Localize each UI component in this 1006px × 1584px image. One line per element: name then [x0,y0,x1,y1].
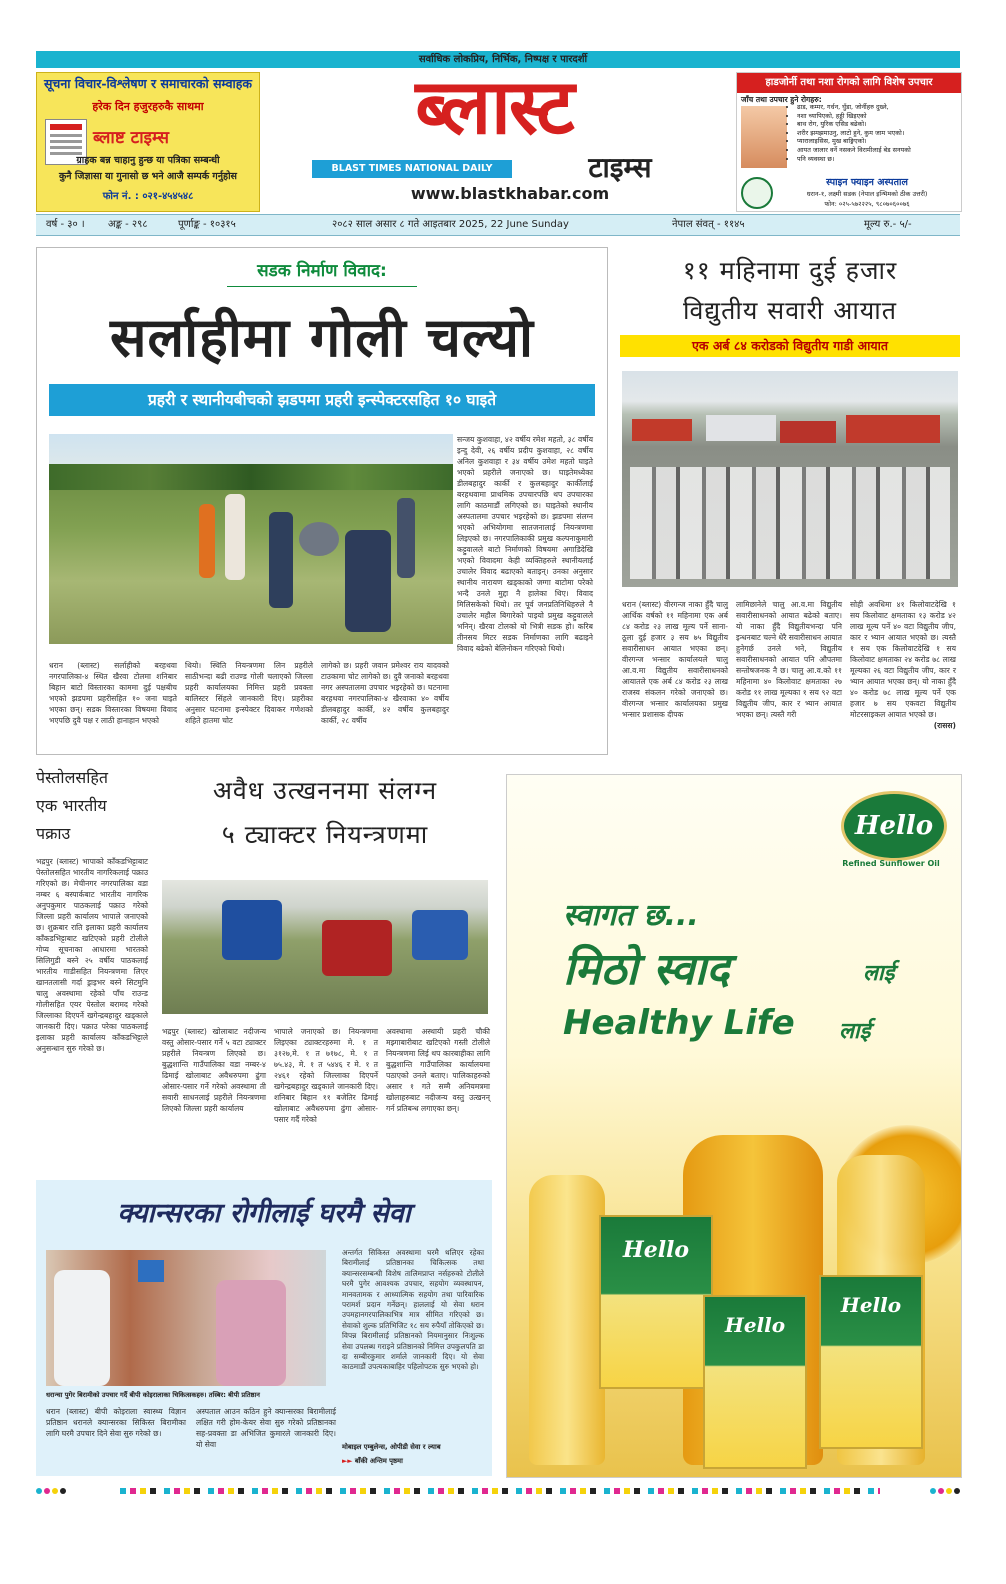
hello-tagline-3-suffix: लाई [839,1019,871,1044]
registration-mark [52,1488,58,1494]
logo-sub-text: टाइम्स [588,151,652,184]
cancer-story-col1: धरान (ब्लास्ट) बीपी कोइराला स्वास्थ्य विज्ञान प्रतिष्ठान धरानले क्यान्सरका सिकिस्त बिरामीका लागि घरमै उपचार दिने सेवा सुरु गरेको छ। [46,1407,186,1438]
kicker-underline [227,286,417,287]
hello-brand-logo [841,791,947,861]
pouch-brand-label: Hello [622,1237,690,1263]
lead-story [36,247,608,755]
registration-mark [44,1488,50,1494]
logo-main-text: ब्लास्ट [415,62,573,151]
volume-number: वर्ष - ३० । [46,219,85,230]
oil-pouch-center [703,1295,807,1469]
ev-story-headline-2: विद्युतीय सवारी आयात [683,296,897,325]
subscription-ad-phone: फोन नं. : ०२१-४५४५४८ [102,191,194,202]
tractor-story-col3: अवस्थामा अस्थायी प्रहरी चौकी मझ्गाबारीबाट खटिएको गस्ती टोलीले नियन्त्रणमा लिई थप कारबाहीका लागि बुद्धशान्ति गाउँपालिका कार्यालयमा पठाएको उनले बताए। पालिकाहरुको असार १ गते सम्मै अनियमत्रमा खोलाहरुबाट नदीजन्य वस्तु उत्खनन् गर्न प्रतिबन्ध लगाएका छन्। [386,1027,490,1113]
subscription-ad-brand: ब्लाष्ट टाइम्स [93,128,170,148]
figure-police-1 [269,512,293,608]
ev-story-col3: सोही अवधिमा ४१ किलोवाटदेखि १ सय किलोवाट क्षमताका १३ करोड ४२ लाख मूल्य पर्ने ४० वटा विद्युतीय जीप, कार र भ्यान आयात भएको छ। त्यस्तै १ सय एक किलोवाटदेखि १ सय किलोवाट क्षमताका २४ करोड ७८ लाख मूल्यका २६ वटा विद्युतीय जीप, कार र भ्यान आयात भएका छन्। यो नाका हुँदै ४० करोड ७८ लाख मूल्य पर्ने एक हजार ७ सय एकवटा विद्युतीय मोटरसाइकल आयात भएको छ। [850,600,956,719]
cancer-story-photo [46,1250,326,1386]
lead-story-col3: लागेको छ। प्रहरी जवान प्रमेश्वर राय यादवको टाउकामा चोट लागेको छ। दुवै जनाको बरहथवा नगर अस्पतालमा उपचार भइरहेको छ। घटनामा बरहथवा नगरपालिका-४ खैरवाका ४० वर्षीय डीलबहादुर कार्की, ४२ वर्षीय कुलबहादुर कार्की, २८ वर्षीय [321,661,449,725]
masthead-tagline: सर्वाधिक लोकप्रिय, निर्भिक, निष्पक्ष र पारदर्शी [418,54,588,65]
ev-story-photo [622,371,958,587]
pistol-story-body: भद्रपुर (ब्लास्ट) भापाको काँकडभिट्टाबाट पेस्तोलसहित भारतीय नागरिकलाई पक्राउ गरिएको छ। मेचीनगर नगरपालिका वडा नम्बर ६ बस्पार्कबाट भारतीय नागरिक अनुपकुमार पाठकलाई पक्राउ गरेको जिल्ला प्रहरी कार्यालय भापाले जनाएको छ। शुक्रबार राति इलाका प्रहरी कार्यालय काँकडभिट्टाबाट खटिएको प्रहरी टोलीले गोप्य सूचनाका आधारमा भारतको सिलिगुडी बस्ने २५ वर्षीय पाठकलाई भारतीय गाडीसहित नियन्त्रणमा लिएर खानतलासी गर्दा ड्राइभर बस्ने सिटमुनि चालु अवस्थामा रहेको पाँच राउन्ड गोलीसहित एयर पेस्तोल बरामद गरेको जिल्लाका दिएपर्ने खगेन्द्रबहादुर खड्काले जानकारी दिए। पक्राउ परेका पाठकलाई इलाका प्रहरी कार्यालय काँकडभिट्टाले अनुसन्धान सुरु गरेको छ। [36,857,148,1053]
continued-label: बाँकी अन्तिम पृष्ठमा [354,1457,403,1465]
lead-story-col4: सन्जय कुशवाहा, ४२ वर्षीय रमेश महतो, ३८ वर्षीय इन्दु देवी, २६ वर्षीय प्रदीप कुशवाहा, २८ वर्षीय अनिल कुशवाहा र ३४ वर्षीय उमेश महतो घाइते भएको प्रहरीले जनाएको छ। घाइतेमध्येका डीलबहादुर कार्की र कुलबहादुर कार्कीलाई बरहथवामा प्राथमिक उपचारपछि थप उपचारका लागि काठमाडौं लगिएको छ। घाइतेको स्थानीय अस्पतालमा उपचार भइरहेको छ। झडपमा संलग्न भएको अभियोगमा सातजनालाई नियन्त्रणमा लिइएको छ। नगरपालिकाकी प्रमुख कल्पनाकुमारी कट्टुवालले बाटो निर्माणको विषयमा अगाडिदेखि भएको विवादमा केही व्यक्तिहरुले स्थानीयलाई उचालेर विवाद बढाएको बताइन्। उनका अनुसार स्थानीय नारायण खड्काको जग्गा बाटोमा परेको भन्दै उनले मुद्दा नै हालेका थिए। विवाद मिलिसकेको थियो। तर पूर्व जनप्रतिनिधिहरुले नै उचालेर महौल बिगारेको पाइयो प्रमुख कट्टुवालले भनिन्। खैरवा टोलको यो भित्री सडक हो। करिब तीनसय मिटर सडक निर्माणका लागि बढाइने विवाद बढेको बेलिनोकन गरिएको थियो। [457,435,593,653]
subscription-ad-line3: ग्राहक बन्न चाहानु हुन्छ या पत्रिका सम्बन्धी [76,155,220,166]
figure-police-3 [397,498,415,578]
hospital-name: स्पाइन फ्याइन अस्पताल [826,177,908,188]
english-name-band [312,160,512,178]
ev-story-col1: धरान (ब्लास्ट) वीरगन्ज नाका हुँदै चालु आर्थिक वर्षको ११ महिनामा एक अर्ब ८४ करोड २३ लाख मूल्य पर्ने साना-ठूला दुई हजार ३ सय ७५ विद्युतीय सवारीसाधन आयात भएका छन्। वीरगन्ज भन्सार कार्यालयले चालु आ.व.मा विद्युतीय सवारीसाधनको आयातले एक अर्ब ८४ करोड २३ लाख राजस्व संकलन गरेको जनाएको छ। वीरगन्ज भन्सार कार्यालयका प्रमुख भन्सार प्रशासक दीपक [622,600,728,719]
nepal-samvat: नेपाल संवत् - ११४५ [672,219,745,230]
nurse-figure [216,1280,286,1386]
figure-white [225,494,245,580]
lead-story-headline: सर्लाहीमा गोली चल्यो [110,306,534,369]
total-issue-number: पूर्णाङ्क - १०३१५ [178,219,236,230]
pouch-brand-label: Hello [724,1313,786,1337]
lead-story-subhead: प्रहरी र स्थानीयबीचको झडपमा प्रहरी इन्स्पेक्टरसहित १० घाइते [49,384,595,416]
oil-pouch-left [599,1215,713,1389]
hospital-ad-item: • प्यारालाइसिस, मुख बाङ्गिएको। [797,137,967,146]
hospital-ad-item: • शरीर झमझमाउनु, लाटो हुने, कुम जाम भएको। [797,129,967,138]
hospital-ad-item: • पनि व्यवस्था छ। [797,155,967,164]
hospital-ad-item: • ढाड, कम्मर, गर्धन, घुँडा, जोर्नीहरु दुख्ने, [797,103,967,112]
hospital-logo-icon [741,177,773,209]
registration-mark [36,1488,42,1494]
hospital-ad-title-band [737,73,961,93]
website-link[interactable]: www.blastkhabar.com [410,184,610,203]
figure-helmet [299,522,339,556]
figure-orange [199,504,215,578]
tractor-story-photo [162,880,488,1014]
tractor-story-col2: भापाले जनाएको छ। नियन्त्रणमा लिइएका ट्याक्टरहरुमा मे. १ त ३१२७,मे. १ त ७१७८, मे. १ त ७५.४३, मे. १ त ५४४६ र मे. १ त २४६१ रहेको जिल्लाका दिएपर्ने खगेन्द्रबहादुर खड्काले जानकारी दिए। शनिबार बिहान ११ बजेतिर ढिमाई खोलाबाट अवैधरुपमा ढुंगा ओसार-पसार गर्दै गरेको [274,1027,378,1124]
english-name: BLAST TIMES NATIONAL DAILY [331,163,493,174]
hospital-contact: फोन: ०२५-५७२२२५, ९८०७०६००७६ [824,200,910,208]
hospital-ad-title: हाडजोर्नी तथा नशा रोगको लागि विशेष उपचार [765,77,933,88]
tractor-seizure-story [160,770,490,1170]
cancer-story-col2: अस्पताल आउन कठिन हुने क्यान्सरका बिरामीलाई लक्षित गरी होम-केयर सेवा सुरु गरेको प्रतिष्ठानका सह-प्रवक्ता डा अभिजित कुमारले जानकारी दिए। यो सेवा [196,1407,336,1449]
hospital-ad [736,72,962,212]
price: मूल्य रु.- ५/- [864,219,912,230]
pistol-story-headline-3: पक्राउ [36,824,71,843]
lead-story-kicker: सडक निर्माण विवाद: [257,261,387,281]
cancer-story-caption: धरान्चा पुगेर बिरामीको उपचार गर्दै बीपी कोइरालाका चिकित्सकहरु। तस्बिर: बीपी प्रतिष्ठान [46,1391,260,1399]
cancer-story-col3: अन्तर्गत सिकिस्त अवस्थामा घरमै थलिएर रहेका बिरामीलाई प्रतिष्ठानका चिकित्सक तथा क्यान्सरसम्बन्धी विशेष तालिमप्राप्त नर्सहरुको टोलीले घरमै पुगेर आवश्यक उपचार, सहयोग व्यवस्थापन, मानवतामक र आध्यात्मिक सहयोग तथा पारिवारिक परामर्श प्रदान गर्नेछन्। हाललाई यो सेवा धरान उपमहानगरपालिकाभित्र मात्र सीमित गरिएको छ। सेवाको शुल्क प्रतिभिजिट १८ सय रुपैयाँ तोकिएको छ। विपन्न बिरामीलाई प्रतिष्ठानको नियमानुसार निःशुल्क सेवा उपलब्ध गराइने प्रतिष्ठानको निमित्त उपकुलपति डा दा सम्बीरकुमार शर्माले जानकारी दिए। यो सेवा काठमाडौं उपत्यकाबाहिर पहिलोपटक सुरु भएको हो। [342,1248,484,1372]
registration-mark [954,1488,960,1494]
hospital-address: धरान-१, लक्ष्मी सडक (नेपाल इन्भिमको ठीक उत्तरी) [806,190,928,198]
subscription-ad-line4: कुनै जिज्ञासा या गुनासो छ भने आजै सम्पर्क गर्नुहोस [59,171,237,182]
hello-oil-advertisement [506,774,962,1478]
hello-product-label: Refined Sunflower Oil [842,859,940,868]
cancer-story-box-label: मोबाइल एम्बुलेन्स, ओपीडी सेवा र ल्याब [342,1443,441,1451]
ev-story-headline-1: ११ महिनामा दुई हजार [682,256,898,285]
issue-info-bar [36,214,960,236]
hospital-ad-subtitle: जाँच तथा उपचार हुने रोगहरु: [741,95,822,104]
hello-tagline-3: Healthy Life [563,1003,795,1043]
ev-import-story [620,247,960,753]
tractor-red [322,920,392,976]
registration-mark [946,1488,952,1494]
tractor-story-headline-2: ५ ट्याक्टर नियन्त्रणमा [221,820,429,849]
pistol-arrest-story [36,764,148,1174]
double-arrow-icon: ►► [342,1457,355,1465]
pistol-story-headline-2: एक भारतीय [36,796,107,815]
tractor-story-col1: भद्रपुर (ब्लास्ट) खोलाबाट नदीजन्य वस्तु ओसार-पसार गर्ने ५ वटा ट्याक्टर प्रहरीले नियन्त्रण लिएको छ। बुद्धशान्ति गाउँपालिका वडा नम्बर-४ ढिमाई खोलाबाट अवैधरुपमा ढुंगा ओसार-पसार गर्ने गरेको अवस्थामा ती सवारी साधनलाई प्रहरीले नियन्त्रणमा लिएको जिल्ला प्रहरी कार्यालय [162,1027,266,1113]
lead-story-col2: थियो। स्थिति नियन्त्रणमा लिन प्रहरीले साठीभन्दा बढी राउण्ड गोली चलाएको जिल्ला प्रहरी कार्यालयका निमित्त प्रहरी प्रवक्ता बालिस्टर सिंहले जानकारी दिए। प्रहरीका अनुसार घटनामा इन्स्पेक्टर दिवाकर गणेशको शहिते हातमा चोट [185,661,313,725]
hello-tagline-1: स्वागत छ... [563,898,699,933]
oil-pouch-right [819,1275,923,1449]
pistol-story-headline-1: पेस्तोलसहित [36,768,109,787]
ev-story-col2: लामिछानेले चालु आ.व.मा विद्युतीय सवारीसाधनको आयात बढेको बताए। यो नाका हुँदै विद्युतीयभन्दा पनि इन्धनबाट चल्ने धेरै सवारीसाधन आयात हुनेगर्छ उनले भने, विद्युतीय सवारीसाधनको आयात पनि औपतमा सन्तोषजनक नै छ। चालु आ.व.को ११ महिनामा ४० किलोवाट क्षमताका २७ करोड ११ लाख मूल्यका १ सय ९२ वटा विद्युतीय जीप, कार र भ्यान आयात भएका छन्। त्यस्तै गरी [736,600,842,719]
truck-4 [846,415,940,443]
ev-story-byline: (रासस) [933,721,956,730]
lead-story-photo [49,434,453,644]
newspaper-logo [280,60,710,210]
lead-story-col1: धरान (ब्लास्ट) सर्लाहीको बरहथवा नगरपालिका-४ स्थित खैरवा टोलमा शनिबार बिहान बाटो विस्तारका काममा दुई पक्षबीच भएको झडपमा प्रहरीसहित १० जना घाइते भएका छन्। सडक विस्तारका विषयमा विवाद भएपछि दुवै पक्ष र लाठी हानाहान भएको [49,661,177,725]
cancer-homecare-story [36,1180,492,1476]
color-calibration-strip [120,1488,880,1494]
truck-3 [780,421,836,443]
truck-2 [706,415,776,441]
figure-police-2 [345,530,391,632]
hospital-ad-item: • आयत जालार वर्ने नसकने विरामीलाई बेड सनयको [797,146,967,155]
hello-tagline-2-suffix: लाई [863,961,895,986]
continued-link[interactable] [342,1456,490,1465]
subscription-ad [36,72,260,212]
hello-brand-name: Hello [854,811,934,841]
tractor-story-headline-1: अवैध उत्खननमा संलग्न [212,776,438,805]
subscription-ad-line1: सूचना विचार-विश्लेषण र समाचारको सम्वाहक [43,76,253,91]
pouch-brand-label: Hello [840,1293,902,1317]
parked-cars [630,467,950,579]
hello-tagline-2: मिठो स्वाद [563,944,730,995]
oil-bottle-small [529,1175,605,1465]
registration-mark [930,1488,936,1494]
hospital-ad-list [787,103,967,163]
tractor-blue-2 [412,910,468,960]
truck-1 [632,419,692,441]
ev-story-subhead: एक अर्ब ८४ करोडको विद्युतीय गाडी आयात [620,335,960,357]
tree-line [49,464,453,490]
doctor-figure [54,1270,110,1386]
hospital-ad-item: • नशा च्यापिएको, हड्डी खिइएको [797,112,967,121]
hospital-ad-item: • बाथ रोग, युरिक एसिड बढेको। [797,120,967,129]
blurred-face [138,1260,164,1282]
cancer-story-headline: क्यान्सरका रोगीलाई घरमै सेवा [117,1198,411,1229]
subscription-ad-line2: हरेक दिन हजुरहरुकै साथमा [92,100,204,113]
publication-date: २०८२ साल असार ८ गते आइतबार 2025, 22 June Sunday [332,219,569,230]
registration-mark [60,1488,66,1494]
spine-illustration [741,106,787,168]
tractor-blue [222,900,282,960]
issue-number: अङ्क - २९८ [108,219,148,230]
registration-mark [938,1488,944,1494]
